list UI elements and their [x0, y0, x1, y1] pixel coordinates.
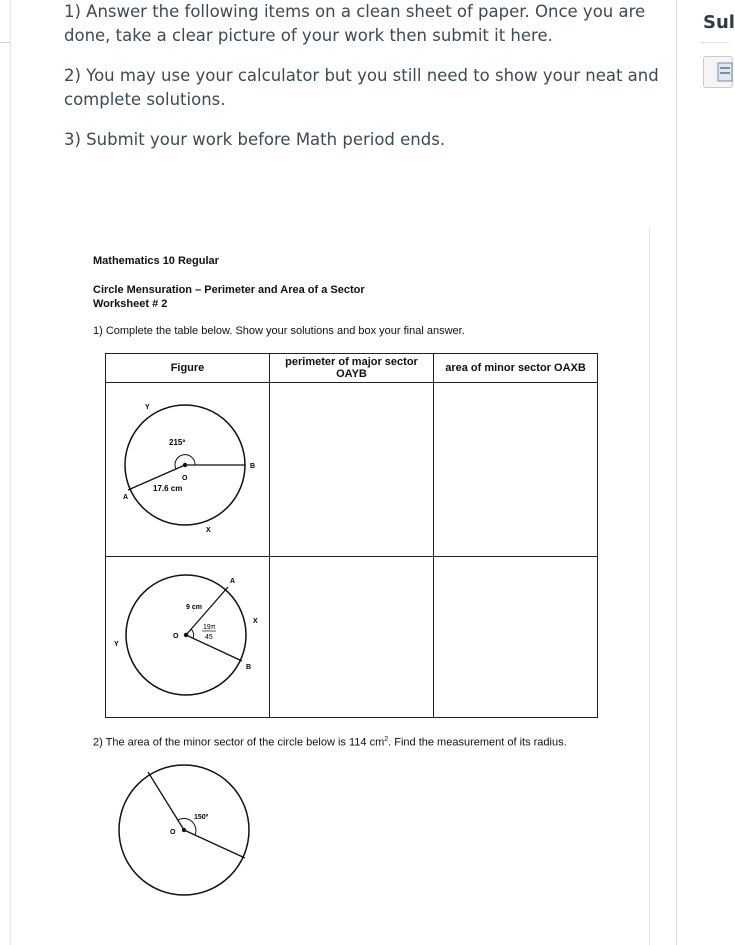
assignment-instructions: [64, 0, 664, 168]
header-figure: Figure: [106, 354, 270, 383]
worksheet-subtitle: Circle Mensuration – Perimeter and Area of a Sector: [93, 284, 365, 296]
worksheet-title: Mathematics 10 Regular: [93, 255, 219, 267]
fig2-angle-denominator: 45: [205, 634, 213, 641]
left-rail: [0, 0, 11, 945]
fig3-angle: 150º: [194, 814, 209, 821]
question-2: [93, 736, 567, 749]
fig2-label-a: A: [230, 578, 236, 585]
fig2-label-b: B: [246, 664, 252, 671]
instruction-2: 2) You may use your calculator but you still need to show your neat and complete solutions.: [64, 66, 659, 109]
left-rail-tab[interactable]: [0, 28, 10, 43]
sidebar-divider: [676, 0, 677, 945]
fig2-label-y: Y: [114, 641, 119, 648]
fig1-label-y: Y: [145, 404, 150, 411]
question-1: 1) Complete the table below. Show your solutions and box your final answer.: [93, 325, 465, 337]
worksheet-edge: [649, 228, 650, 945]
file-upload-icon[interactable]: [703, 56, 733, 88]
question-2-exponent: 2: [384, 736, 389, 743]
fig1-label-x: X: [206, 527, 211, 534]
submission-sidebar-title: Sul: [703, 12, 735, 33]
header-perimeter: perimeter of major sector OAYB: [270, 354, 434, 383]
fig1-angle: 215º: [169, 438, 186, 447]
fig3-center: O: [170, 829, 176, 836]
area-answer-cell-2: [434, 557, 598, 718]
area-answer-cell-1: [434, 383, 598, 557]
fig2-radius: 9 cm: [186, 604, 202, 611]
fig2-label-x: X: [253, 618, 258, 625]
figure-3-diagram: [110, 762, 260, 902]
perimeter-answer-cell-2: [270, 557, 434, 718]
sidebar-rule: [700, 42, 729, 43]
figure-2-cell: [106, 557, 270, 718]
figure-2-diagram: [106, 557, 269, 712]
fig1-center: O: [182, 475, 188, 482]
question-2-text: 2) The area of the minor sector of the circle below is 114 cm: [93, 736, 385, 749]
worksheet-table: [105, 353, 598, 718]
fig1-radius: 17.6 cm: [153, 484, 183, 493]
figure-1-diagram: [106, 383, 269, 551]
question-2-tail: . Find the measurement of its radius.: [388, 736, 567, 749]
instruction-1: 1) Answer the following items on a clean sheet of paper. Once you are done, take a clear picture of your work then submit it here.: [64, 2, 646, 45]
worksheet-number: Worksheet # 2: [93, 298, 168, 310]
header-area: area of minor sector OAXB: [434, 354, 598, 383]
fig2-center: O: [173, 633, 179, 640]
fig1-label-a: A: [123, 494, 129, 501]
fig1-label-b: B: [250, 463, 256, 470]
instruction-3: 3) Submit your work before Math period ends.: [64, 130, 446, 149]
perimeter-answer-cell-1: [270, 383, 434, 557]
figure-1-cell: [106, 383, 270, 557]
fig2-angle-numerator: 19π: [203, 624, 216, 631]
